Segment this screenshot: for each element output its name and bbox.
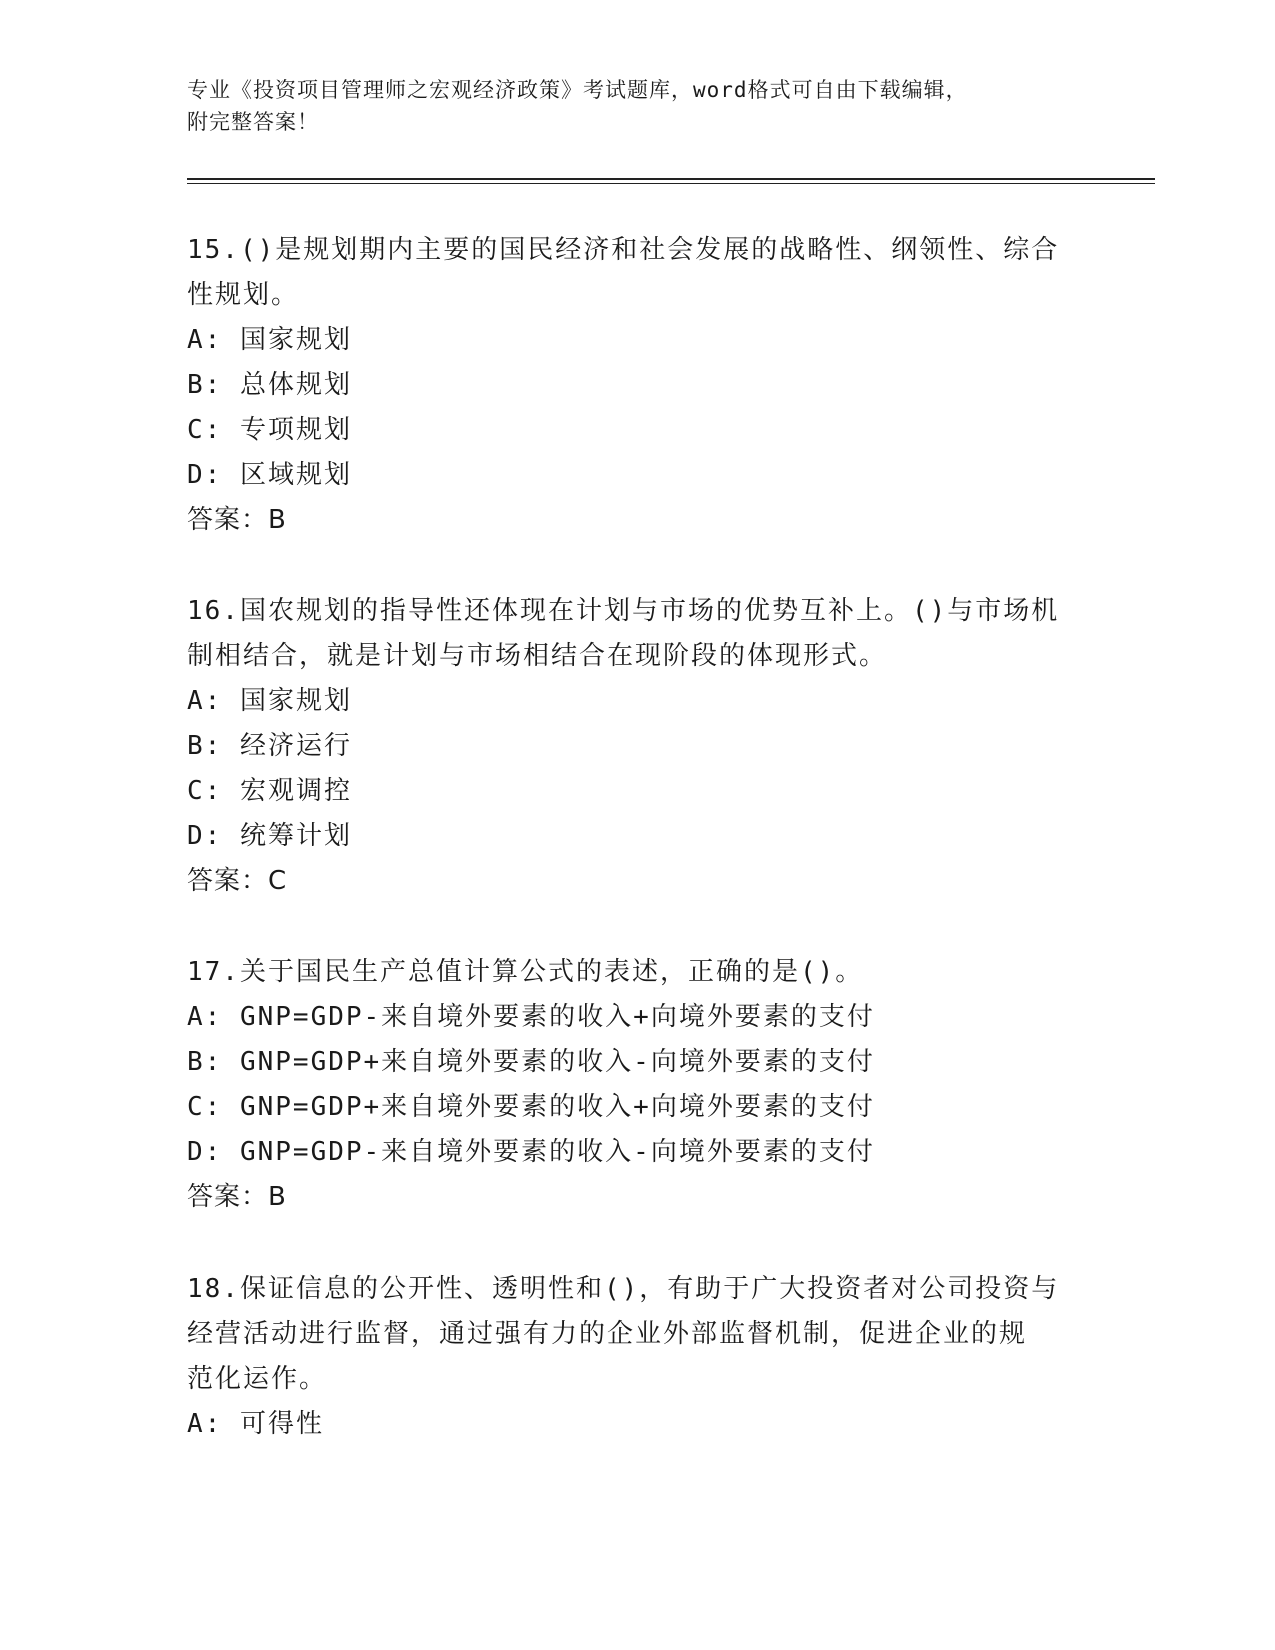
question-stem-line: 制相结合，就是计划与市场相结合在现阶段的体现形式。 [187,641,888,671]
option-b: B: 经济运行 [187,731,352,761]
question-stem-line: 16.国农规划的指导性还体现在计划与市场的优势互补上。()与市场机 [187,596,1060,626]
option-a: A: GNP=GDP-来自境外要素的收入+向境外要素的支付 [187,1002,875,1032]
option-a: A: 国家规划 [187,325,352,355]
answer: 答案：B [187,1182,287,1212]
answer: 答案：C [187,866,288,896]
question-17 [187,950,1087,1220]
question-stem-line: 17.关于国民生产总值计算公式的表述，正确的是()。 [187,957,864,987]
question-stem-line: 18.保证信息的公开性、透明性和()，有助于广大投资者对公司投资与 [187,1274,1060,1304]
header-line-1: 专业《投资项目管理师之宏观经济政策》考试题库，word格式可自由下载编辑， [187,78,968,102]
header-line-2: 附完整答案！ [187,110,319,134]
option-b: B: 总体规划 [187,370,352,400]
question-16 [187,589,1087,904]
option-c: C: GNP=GDP+来自境外要素的收入+向境外要素的支付 [187,1092,875,1122]
question-stem-line: 经营活动进行监督，通过强有力的企业外部监督机制，促进企业的规 [187,1319,1028,1349]
option-a: A: 可得性 [187,1409,324,1439]
option-d: D: 统筹计划 [187,821,352,851]
question-18 [187,1267,1087,1447]
option-c: C: 宏观调控 [187,776,352,806]
document-header [187,74,1067,138]
header-divider [187,178,1155,184]
answer: 答案：B [187,505,287,535]
option-b: B: GNP=GDP+来自境外要素的收入-向境外要素的支付 [187,1047,875,1077]
option-c: C: 专项规划 [187,415,352,445]
question-stem-line: 性规划。 [187,280,300,310]
question-stem-line: 15.()是规划期内主要的国民经济和社会发展的战略性、纲领性、综合 [187,235,1060,265]
option-a: A: 国家规划 [187,686,352,716]
option-d: D: GNP=GDP-来自境外要素的收入-向境外要素的支付 [187,1137,875,1167]
question-stem-line: 范化运作。 [187,1364,328,1394]
option-d: D: 区域规划 [187,460,352,490]
question-15 [187,228,1087,543]
